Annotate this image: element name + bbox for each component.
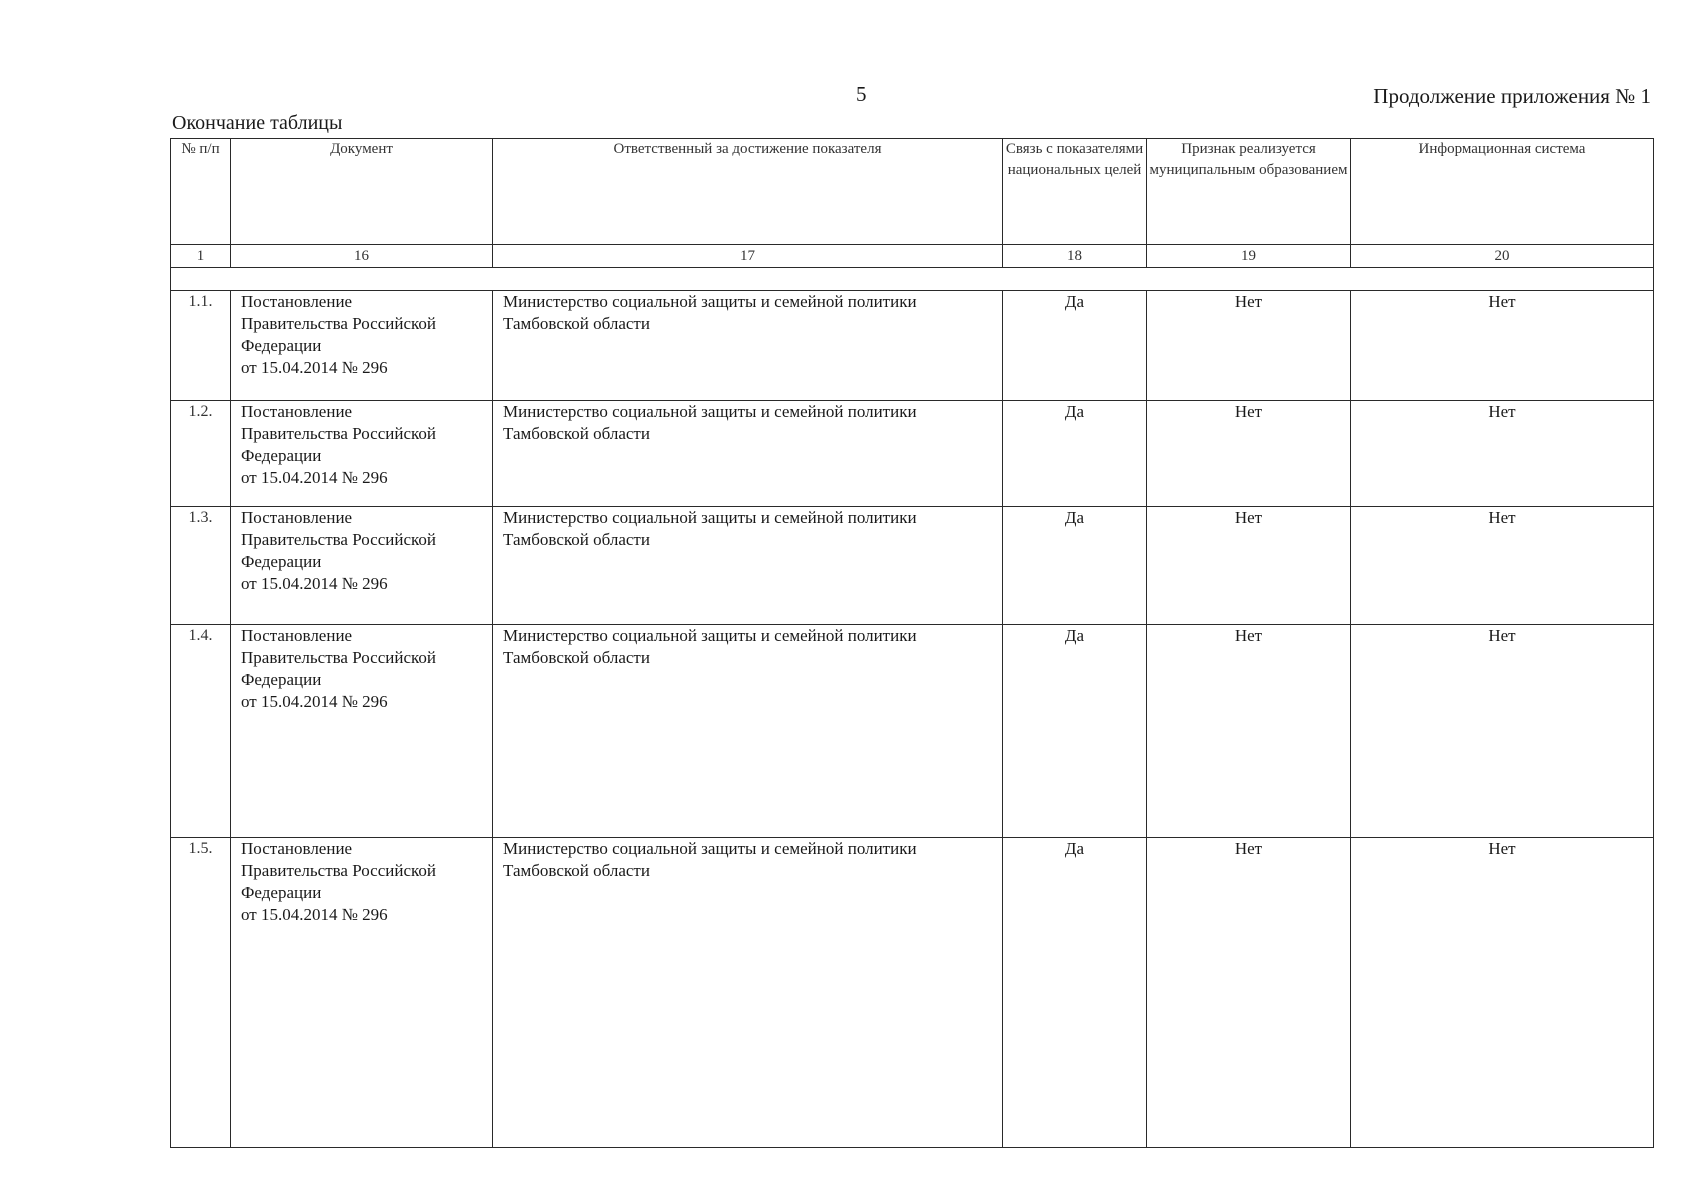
column-header-num: № п/п <box>171 139 231 245</box>
document-line: от 15.04.2014 № 296 <box>241 692 388 711</box>
municipal-cell: Нет <box>1147 291 1351 401</box>
responsible-cell: Министерство социальной защиты и семейной политики Тамбовской области <box>493 401 1003 507</box>
document-line: от 15.04.2014 № 296 <box>241 358 388 377</box>
appendix-note: Продолжение приложения № 1 <box>1373 84 1651 108</box>
national-goals-cell: Да <box>1003 291 1147 401</box>
document-line: Постановление <box>241 402 353 421</box>
document-line: Постановление <box>241 839 353 858</box>
municipal-cell: Нет <box>1147 401 1351 507</box>
info-system-cell: Нет <box>1351 625 1654 838</box>
document-line: Федерации <box>241 670 322 689</box>
row-number: 1.4. <box>171 625 231 838</box>
row-number: 1.5. <box>171 838 231 1148</box>
document-line: от 15.04.2014 № 296 <box>241 905 388 924</box>
national-goals-cell: Да <box>1003 401 1147 507</box>
document-line: от 15.04.2014 № 296 <box>241 574 388 593</box>
responsible-cell: Министерство социальной защиты и семейной политики Тамбовской области <box>493 291 1003 401</box>
document-line: Правительства Российской <box>241 648 437 667</box>
document-line: от 15.04.2014 № 296 <box>241 468 388 487</box>
table-row <box>171 625 1654 838</box>
table-caption: Окончание таблицы <box>172 112 343 134</box>
table-header-row <box>171 139 1654 245</box>
municipal-cell: Нет <box>1147 625 1351 838</box>
row-number: 1.2. <box>171 401 231 507</box>
document-line: Федерации <box>241 446 322 465</box>
document-line: Федерации <box>241 883 322 902</box>
empty-row <box>171 268 1654 291</box>
municipal-cell: Нет <box>1147 838 1351 1148</box>
column-number: 18 <box>1003 245 1147 268</box>
document-cell <box>231 401 493 507</box>
document-line: Правительства Российской <box>241 314 437 333</box>
column-header-document: Документ <box>231 139 493 245</box>
column-number-row <box>171 245 1654 268</box>
indicator-table <box>170 138 1654 1148</box>
column-header-responsible: Ответственный за достижение показателя <box>493 139 1003 245</box>
document-cell <box>231 291 493 401</box>
info-system-cell: Нет <box>1351 507 1654 625</box>
document-line: Правительства Российской <box>241 861 437 880</box>
responsible-cell: Министерство социальной защиты и семейной политики Тамбовской области <box>493 507 1003 625</box>
document-line: Правительства Российской <box>241 530 437 549</box>
info-system-cell: Нет <box>1351 838 1654 1148</box>
document-line: Федерации <box>241 336 322 355</box>
document-line: Федерации <box>241 552 322 571</box>
column-number: 19 <box>1147 245 1351 268</box>
document-cell <box>231 838 493 1148</box>
national-goals-cell: Да <box>1003 838 1147 1148</box>
document-line: Постановление <box>241 292 353 311</box>
table-row <box>171 838 1654 1148</box>
table-row <box>171 291 1654 401</box>
national-goals-cell: Да <box>1003 625 1147 838</box>
column-header-info-system: Информационная система <box>1351 139 1654 245</box>
responsible-cell: Министерство социальной защиты и семейной политики Тамбовской области <box>493 838 1003 1148</box>
document-cell <box>231 507 493 625</box>
page-number: 5 <box>856 82 867 106</box>
column-number: 20 <box>1351 245 1654 268</box>
document-line: Постановление <box>241 508 353 527</box>
responsible-cell: Министерство социальной защиты и семейной политики Тамбовской области <box>493 625 1003 838</box>
national-goals-cell: Да <box>1003 507 1147 625</box>
empty-cell <box>171 268 1654 291</box>
column-number: 17 <box>493 245 1003 268</box>
info-system-cell: Нет <box>1351 401 1654 507</box>
column-number: 16 <box>231 245 493 268</box>
info-system-cell: Нет <box>1351 291 1654 401</box>
table-row <box>171 507 1654 625</box>
municipal-cell: Нет <box>1147 507 1351 625</box>
document-line: Постановление <box>241 626 353 645</box>
document-line: Правительства Российской <box>241 424 437 443</box>
column-header-national-goals: Связь с показателями национальных целей <box>1003 139 1147 245</box>
table-row <box>171 401 1654 507</box>
row-number: 1.3. <box>171 507 231 625</box>
column-header-municipal: Признак реализуется муниципальным образованием <box>1147 139 1351 245</box>
column-number: 1 <box>171 245 231 268</box>
row-number: 1.1. <box>171 291 231 401</box>
document-cell <box>231 625 493 838</box>
